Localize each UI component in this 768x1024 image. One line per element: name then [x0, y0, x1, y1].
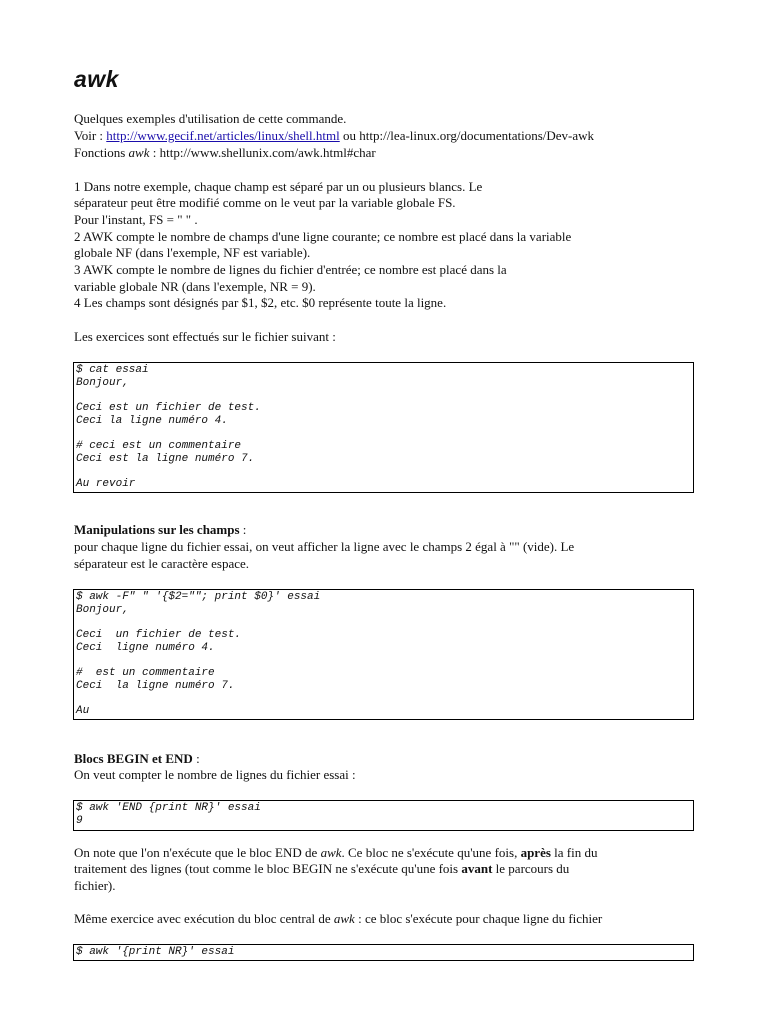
code-line	[76, 427, 691, 440]
code-line: Ceci la ligne numéro 7.	[76, 679, 235, 692]
note-line-6: 3 AWK compte le nombre de lignes du fichier d'entrée; ce nombre est placé dans la	[74, 262, 507, 277]
manip-heading-suffix: :	[239, 522, 247, 537]
code-line: Bonjour,	[76, 376, 129, 389]
code-line: Ceci un fichier de test.	[76, 629, 242, 642]
note-end-text: le parcours du	[492, 861, 570, 876]
note-end-text: traitement des lignes (tout comme le bloc BEGIN ne s'exécute qu'une fois	[74, 861, 462, 876]
note-end-text: On note que l'on n'exécute que le bloc END de	[74, 845, 321, 860]
fonctions-awk: awk	[128, 145, 150, 160]
code-line: Ceci est la ligne numéro 7.	[76, 452, 255, 465]
meme-line	[74, 911, 602, 927]
note-end-text: . Ce bloc ne s'exécute qu'une fois,	[341, 845, 521, 860]
code-line: Ceci la ligne numéro 4.	[76, 414, 228, 427]
blocs-text: On veut compter le nombre de lignes du fichier essai :	[74, 767, 356, 782]
voir-line	[74, 128, 594, 144]
note-end-text: la fin du	[550, 845, 598, 860]
code-line	[76, 654, 691, 667]
exercises-intro: Les exercices sont effectués sur le fichier suivant :	[74, 329, 336, 344]
code-line	[76, 466, 691, 479]
fonctions-url: : http://www.shellunix.com/awk.html#char	[149, 145, 376, 160]
note-line-7: variable globale NR (dans l'exemple, NR = 9).	[74, 279, 316, 294]
gecif-link[interactable]: http://www.gecif.net/articles/linux/shell.html	[106, 128, 340, 143]
voir-prefix: Voir :	[74, 128, 107, 143]
note-end-awk: awk	[320, 845, 342, 860]
note-end-bold-apres: après	[520, 845, 551, 860]
code-line	[76, 389, 691, 402]
code-block-awk-print-nr	[73, 944, 694, 961]
code-line: $ awk -F" " '{$2=""; print $0}' essai	[76, 591, 321, 603]
note-line-5: globale NF (dans l'exemple, NF est variable).	[74, 245, 311, 260]
blocs-heading-text: Blocs BEGIN et END	[74, 751, 193, 766]
code-line: $ awk '{print NR}' essai	[76, 946, 235, 958]
fonctions-line	[74, 145, 376, 161]
code-line: $ awk 'END {print NR}' essai	[76, 802, 261, 814]
code-line: Au	[76, 705, 90, 718]
code-line: $ cat essai	[76, 364, 149, 376]
page-title: awk	[74, 66, 119, 92]
lea-linux-url: http://lea-linux.org/documentations/Dev-awk	[359, 128, 595, 143]
code-block-cat-essai	[73, 362, 694, 493]
code-line: 9	[76, 814, 83, 827]
manip-heading	[74, 522, 246, 538]
note-end-line-3: fichier).	[74, 878, 116, 893]
code-line	[76, 616, 691, 629]
meme-awk: awk	[333, 911, 355, 926]
note-end-line-1	[74, 845, 598, 861]
note-end-bold-avant: avant	[461, 861, 493, 876]
code-line: Au revoir	[76, 478, 136, 491]
code-block-awk-end	[73, 800, 694, 831]
manip-heading-text: Manipulations sur les champs	[74, 522, 240, 537]
code-line: Bonjour,	[76, 603, 129, 616]
note-line-1: 1 Dans notre exemple, chaque champ est séparé par un ou plusieurs blancs. Le	[74, 179, 483, 194]
manip-text-2: séparateur est le caractère espace.	[74, 556, 250, 571]
fonctions-prefix: Fonctions	[74, 145, 129, 160]
manip-text-1: pour chaque ligne du fichier essai, on veut afficher la ligne avec le champs 2 égal à "" (vide). Le	[74, 539, 575, 554]
note-line-8: 4 Les champs sont désignés par $1, $2, etc. $0 représente toute la ligne.	[74, 295, 447, 310]
code-line: Ceci ligne numéro 4.	[76, 641, 215, 654]
voir-mid: ou	[339, 128, 360, 143]
note-end-line-2	[74, 861, 569, 877]
meme-text: : ce bloc s'exécute pour chaque ligne du fichier	[354, 911, 603, 926]
code-line: # ceci est un commentaire	[76, 440, 242, 453]
note-line-3: Pour l'instant, FS = " " .	[74, 212, 198, 227]
note-line-4: 2 AWK compte le nombre de champs d'une ligne courante; ce nombre est placé dans la variable	[74, 229, 572, 244]
meme-text: Même exercice avec exécution du bloc central de	[74, 911, 334, 926]
blocs-heading	[74, 751, 200, 767]
intro-line: Quelques exemples d'utilisation de cette commande.	[74, 111, 347, 126]
code-line	[76, 693, 691, 706]
code-line: Ceci est un fichier de test.	[76, 402, 261, 415]
code-block-awk-f	[73, 589, 694, 720]
code-line: # est un commentaire	[76, 667, 215, 680]
blocs-heading-suffix: :	[192, 751, 200, 766]
note-line-2: séparateur peut être modifié comme on le veut par la variable globale FS.	[74, 195, 456, 210]
